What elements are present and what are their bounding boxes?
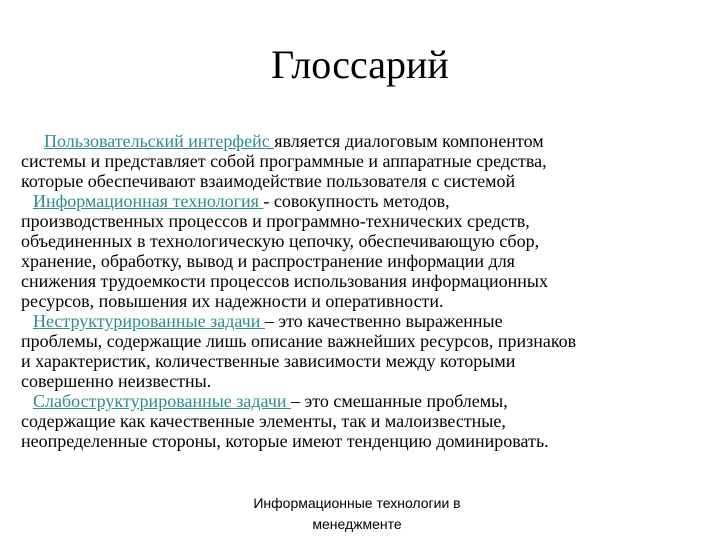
glossary-term-link[interactable]: Информационная технология: [33, 191, 264, 211]
text-line: [21, 191, 711, 211]
definition-text: - совокупность методов,: [263, 191, 450, 211]
glossary-paragraph: [21, 191, 711, 311]
text-line: проблемы, содержащие лишь описание важнейших ресурсов, признаков: [21, 331, 577, 351]
glossary-paragraph: [21, 311, 711, 391]
slide-footer: Информационные технологии в менеджменте: [253, 495, 461, 532]
text-line: хранение, обработку, вывод и распространение информации для: [21, 251, 515, 271]
text-line: и характеристик, количественные зависимости между которыми: [21, 351, 516, 371]
text-line: снижения трудоемкости процессов использования информационных: [21, 271, 548, 291]
glossary-term-link[interactable]: Слабоструктурированные задачи: [33, 391, 292, 411]
text-line: системы и представляет собой программные и аппаратные средства,: [21, 151, 547, 171]
text-line: [21, 131, 711, 151]
text-line: которые обеспечивают взаимодействие пользователя с системой: [21, 171, 516, 191]
glossary-term-link[interactable]: Пользовательский интерфейс: [44, 131, 275, 151]
slide-title: Глоссарий: [271, 42, 449, 87]
definition-text: – это качественно выраженные: [264, 311, 503, 331]
definition-text: является диалоговым компонентом: [274, 131, 544, 151]
text-line: ресурсов, повышения их надежности и оперативности.: [21, 291, 444, 311]
text-line: объединенных в технологическую цепочку, обеспечивающую сбор,: [21, 231, 540, 251]
text-line: содержащие как качественные элементы, так и малоизвестные,: [21, 411, 506, 431]
text-line: совершенно неизвестны.: [21, 371, 212, 391]
text-line: производственных процессов и программно-технических средств,: [21, 211, 530, 231]
text-line: [21, 311, 711, 331]
glossary-paragraph: [21, 391, 711, 451]
text-line: неопределенные стороны, которые имеют тенденцию доминировать.: [21, 431, 549, 451]
definition-text: – это смешанные проблемы,: [291, 391, 508, 411]
glossary-term-link[interactable]: Неструктурированные задачи: [33, 311, 265, 331]
text-line: [21, 391, 711, 411]
glossary-paragraph: [21, 131, 711, 191]
glossary-body: [21, 131, 711, 451]
